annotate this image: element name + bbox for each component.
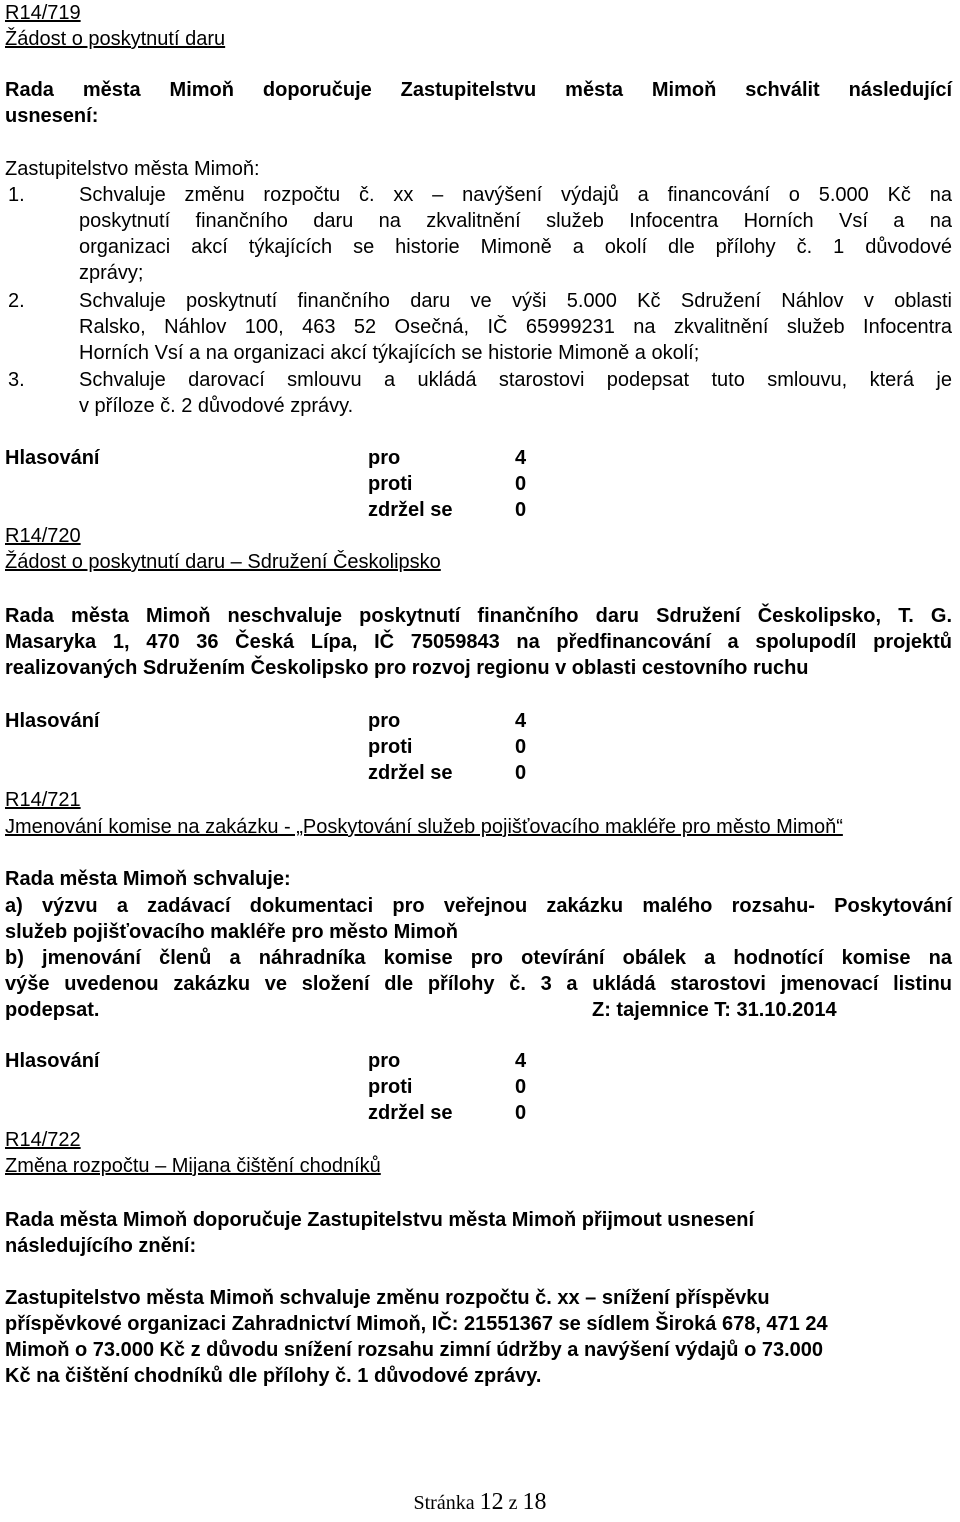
footer-page-total: 18 [522,1489,547,1515]
vote-zdrzel-value: 0 [515,1102,527,1124]
vote-proti-label: proti [368,736,413,758]
vote-proti-value: 0 [515,473,527,495]
text-722-line4: Kč na čištění chodníků dle přílohy č. 1 důvodové zprávy. [5,1365,542,1387]
resolution-title-721: Jmenování komise na zakázku - „Poskytování služeb pojišťovacího makléře pro město Mimoň“ [5,816,843,838]
vote-pro-value: 4 [515,710,527,732]
text-720-line2: Masaryka 1, 470 36 Česká Lípa, IČ 75059843 na předfinancování a spolupodíl projektů [5,631,952,653]
text-722-line3: Mimoň o 73.000 Kč z důvodu snížení rozsahu zimní údržby a navýšení výdajů o 73.000 [5,1339,824,1361]
vote-zdrzel-value: 0 [515,499,527,521]
resolution-id-722: R14/722 [5,1129,81,1151]
footer-mid: z [508,1492,518,1514]
vote-proti-value: 0 [515,1076,527,1098]
item-1-number: 1. [8,184,25,206]
vote-zdrzel-label: zdržel se [368,762,453,784]
item-3-line2: v příloze č. 2 důvodové zprávy. [79,395,354,417]
vote-pro-value: 4 [515,447,527,469]
council-heading-719: Zastupitelstvo města Mimoň: [5,158,260,180]
text-721-line3: b) jmenování členů a náhradníka komise pro otevírání obálek a hodnotící komise na [5,947,952,969]
resolution-title-719: Žádost o poskytnutí daru [5,28,226,50]
intro-719-line2: usnesení: [5,105,99,127]
item-1-line3: organizaci akcí týkajících se historie Mimoně a okolí dle přílohy č. 1 důvodové [79,236,952,258]
vote-proti-value: 0 [515,736,527,758]
item-3-number: 3. [8,369,25,391]
text-721-line2: služeb pojišťovacího makléře pro město Mimoň [5,921,459,943]
resolution-id-720: R14/720 [5,525,81,547]
deadline-721: Z: tajemnice T: 31.10.2014 [592,999,837,1021]
item-2-line3: Horních Vsí a na organizaci akcí týkajících se historie Mimoně a okolí; [79,342,700,364]
vote-label: Hlasování [5,1050,100,1072]
item-2-line1: Schvaluje poskytnutí finančního daru ve výši 5.000 Kč Sdružení Náhlov v oblasti [79,290,952,312]
resolution-title-722: Změna rozpočtu – Mijana čištění chodníků [5,1155,381,1177]
intro-719-line1: Rada města Mimoň doporučuje Zastupitelstvu města Mimoň schválit následující [5,79,952,101]
page-footer [0,1488,960,1517]
text-722-line2: příspěvkové organizaci Zahradnictví Mimoň, IČ: 21551367 se sídlem Široká 678, 471 24 [5,1313,828,1335]
vote-pro-label: pro [368,710,401,732]
intro-722-line1: Rada města Mimoň doporučuje Zastupitelstvu města Mimoň přijmout usnesení [5,1209,755,1231]
item-2-line2: Ralsko, Náhlov 100, 463 52 Osečná, IČ 65999231 na zkvalitnění služeb Infocentra [79,316,952,338]
vote-zdrzel-label: zdržel se [368,499,453,521]
intro-722-line2: následujícího znění: [5,1235,197,1257]
vote-pro-label: pro [368,447,401,469]
intro-721: Rada města Mimoň schvaluje: [5,868,291,890]
vote-label: Hlasování [5,447,100,469]
vote-zdrzel-value: 0 [515,762,527,784]
footer-page-number: 12 [479,1489,504,1515]
footer-prefix: Stránka [413,1492,475,1514]
text-721-last: podepsat. [5,999,100,1021]
resolution-title-720: Žádost o poskytnutí daru – Sdružení Českolipsko [5,551,441,573]
vote-pro-label: pro [368,1050,401,1072]
text-721-line1: a) výzvu a zadávací dokumentaci pro veřejnou zakázku malého rozsahu- Poskytování [5,895,952,917]
vote-pro-value: 4 [515,1050,527,1072]
item-2-number: 2. [8,290,25,312]
item-1-line4: zprávy; [79,262,144,284]
resolution-id-719: R14/719 [5,2,81,24]
text-721-line4: výše uvedenou zakázku ve složení dle přílohy č. 3 a ukládá starostovi jmenovací listinu [5,973,952,995]
text-722-line1: Zastupitelstvo města Mimoň schvaluje změnu rozpočtu č. xx – snížení příspěvku [5,1287,770,1309]
text-720-line3: realizovaných Sdružením Českolipsko pro rozvoj regionu v oblasti cestovního ruchu [5,657,809,679]
resolution-id-721: R14/721 [5,789,81,811]
item-1-line1: Schvaluje změnu rozpočtu č. xx – navýšení výdajů a financování o 5.000 Kč na [79,184,952,206]
item-3-line1: Schvaluje darovací smlouvu a ukládá starostovi podepsat tuto smlouvu, která je [79,369,952,391]
vote-label: Hlasování [5,710,100,732]
text-720-line1: Rada města Mimoň neschvaluje poskytnutí finančního daru Sdružení Českolipsko, T. G. [5,605,952,627]
vote-zdrzel-label: zdržel se [368,1102,453,1124]
vote-proti-label: proti [368,1076,413,1098]
item-1-line2: poskytnutí finančního daru na zkvalitnění služeb Infocentra Horních Vsí a na [79,210,952,232]
vote-proti-label: proti [368,473,413,495]
